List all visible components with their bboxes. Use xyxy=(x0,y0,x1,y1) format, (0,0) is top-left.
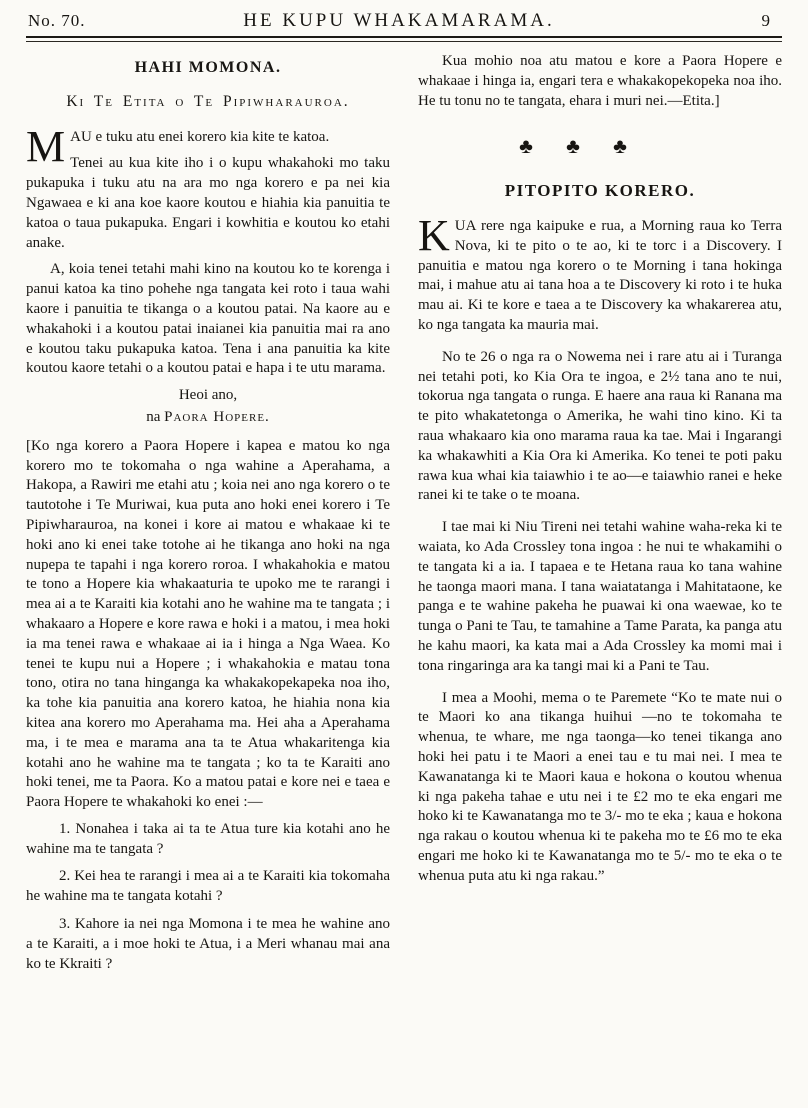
dropcap-letter-K: K xyxy=(418,210,450,260)
paragraph: I mea a Moohi, mema o te Paremete “Ko te mate nui o te Maori ko ana tikanga huihui —no te tokomaha te whenua, te whare, me nga taonga—ko tenei tikanga ano hoki hei patu i te Maori a enei tau e tu mai nei. I mea te Kawanatanga ki te Maori kaua e hokona o koutou whenua ki nga pakeha tahae e utu nei i te £2 mo te eka engari me hoko ki te Kawanatanga mo te 3/- mo te eka ; kaua e hokona nga rakau o koutou whenua ki te pakeha mo te £6 mo te eka engari me hoko ki te Kawanatanga mo te 5/- mo te eka o te whenua puta atu ki nga rakau.” xyxy=(418,689,782,884)
signoff-prefix: na xyxy=(146,408,165,425)
article-title-hahi-momona: HAHI MOMONA. xyxy=(134,59,282,76)
question-item: 3. Kahore ia nei nga Momona i te mea he wahine ano a te Karaiti, a i moe hoki te Atua, i a Meri whanau mai ana ko te Kkraiti ? xyxy=(26,916,390,972)
dropcap-paragraph xyxy=(26,121,390,171)
page-header xyxy=(26,8,782,36)
paragraph-text: UA rere nga kaipuke e rua, a Morning raua ko Terra Nova, ki te pito o te ao, ki te torc i a Discovery. I panuitia e matou nga korero o te Morning i tana hokinga mai, i mahue atu ai tana hoa a te Discovery ki roto i te huka mau ai. Ki te kore e taea a te Discovery ka whakarerea atu, ko nga tangata ka mauria mai. xyxy=(418,217,782,333)
editor-note-paragraph: [Ko nga korero a Paora Hopere i kapea e matou ko nga korero mo te tokomaha o nga wahine a Aperahama, a Hakopa, a Rawiri me etahi atu ; koia nei ano nga korero o te tautotohe i Te Muriwai, kua puta ano hoki enei korero i Te Pipiwharauroa, na konei i kore ai matou e whakaae ki te hoki ano ki enei take totohe ai he tikanga ano hoki na nga nupepa te tapahi i nga korero roroa. I whakahokia e matou te tono a Hopere kia whakaaturia te upoko me te rarangi i mea ai a te Karaiti kia kotahi ano he wahine ma te tangata ; i whakaaro a Hopere e kore rawa e hoki i a matou, i mea hoki ia ma tenei rawa e whakaae ai ia i hinga a Nga Waea. Ko tenei te kupu nui a Hopere ; i whakahokia e matau tona tono, otira no tana hinganga ka whakakopekapeka noa iho, ka tohe kia panuitia ana korero katoa, he hiahia nona kia kitea ana korero mo Aperahama ma. Hei aha a Aperahama ma, i te mea e marama ana ta te Atua whakaritenga kia kotahi ano he wahine ma te tangata ; ko ta te Karaiti ano hoki tenei, me ta Paora. Ko a matou patai e kore nei e taea e Paora Hopere te whakahoki ko enei :— xyxy=(26,437,390,811)
signoff-closing: Heoi ano, xyxy=(178,387,238,404)
clubs-ornament-icon: ♣ ♣ ♣ xyxy=(519,134,641,159)
paragraph: I tae mai ki Niu Tireni nei tetahi wahine waha-reka ki te waiata, ko Ada Crossley tona ingoa : he nui te whakamihi o te tangata ki a ia. I tapaea e te Hetana raua ko tana wahine he taonga maori mana. I tana waiatatanga i Mahitataone, ke panga e te wahine pakeha he puawai ki ona waewae, ko te tunga o Pani te Tau, te tamahine a Tame Parata, ka panga atu he kahu maori, ka kata mai a Ada Crossley ka momi mai i tona ringaringa ara ka tangi mai ki a Pani te Tau. xyxy=(418,519,782,674)
dropcap-letter-M: M xyxy=(26,121,66,171)
paragraph: A, koia tenei tetahi mahi kino na koutou ko te korenga i panui katoa ka tino pohehe nga tangata kei roto i taua wahi kaore i panuitia te tikanga o a koutou patai. Na kaore au e whakahoki i a koutou patai inaianei kia panuitia mai ra ano e koutou taku pukapuka katoa. Tena i ana panuitia ka kite koutou kaore tetahi o a koutou patai e hapa i te utu marama. xyxy=(26,261,390,377)
right-column xyxy=(418,52,782,982)
article-title-pitopito-korero: PITOPITO KORERO. xyxy=(504,181,696,201)
signoff-author xyxy=(26,408,390,428)
question-item: 1. Nonahea i taka ai ta te Atua ture kia kotahi ano he wahine ma te tangata ? xyxy=(26,820,390,857)
header-rule xyxy=(26,36,782,42)
left-column xyxy=(26,52,390,982)
paragraph: Tenei au kua kite iho i o kupu whakahoki mo taku pukapuka i tuku atu na ara mo nga korero e pa nei kia Ngawaea e ki ana koe kaore koutou e hiahia kia panuitia te katoa o taua pukapuka. Engari i kowhitia e koutou ko etahi anake. xyxy=(26,155,390,251)
question-item: 2. Kei hea te rarangi i mea ai a te Karaiti kia tokomaha he wahine ma te tangata kotahi ? xyxy=(26,868,390,905)
continuation-paragraph: Kua mohio noa atu matou e kore a Paora Hopere e whakaae i hinga ia, engari tera e whakakopekopeka noa iho. He tu tonu no te tangata, ehara i muri nei.—Etita.] xyxy=(418,53,782,109)
issue-number: No. 70. xyxy=(28,11,86,30)
paragraph: No te 26 o nga ra o Nowema nei i rare atu ai i Turanga nei tetahi poti, ko Kia Ora te ingoa, e 2½ tana ano te nui, tokorua nga tangata o runga. E haere ana raua ki Ranana ma te pito whakatetonga o Amerika, he wahi tino kino. Ki ta raua whakaaro kia ono marama raua ka tae. Mai i Ingarangi ka whakawhiti a Kia Ora ki Amerika. Ko tenei te poti paku rawa kua whai kia taiawhio i te ao—e taiawhio ranei e heke ranei ki te take o te moana. xyxy=(418,348,782,504)
signoff-name: Paora Hopere. xyxy=(164,408,270,425)
masthead-title: HE KUPU WHAKAMARAMA. xyxy=(243,10,555,31)
page-number: 9 xyxy=(761,11,770,30)
dropcap-paragraph xyxy=(418,210,782,336)
paragraph-text: AU e tuku atu enei korero kia kite te katoa. xyxy=(70,128,330,145)
column-layout xyxy=(26,52,782,982)
article-subtitle: Ki Te Etita o Te Pipiwharauroa. xyxy=(66,92,350,110)
